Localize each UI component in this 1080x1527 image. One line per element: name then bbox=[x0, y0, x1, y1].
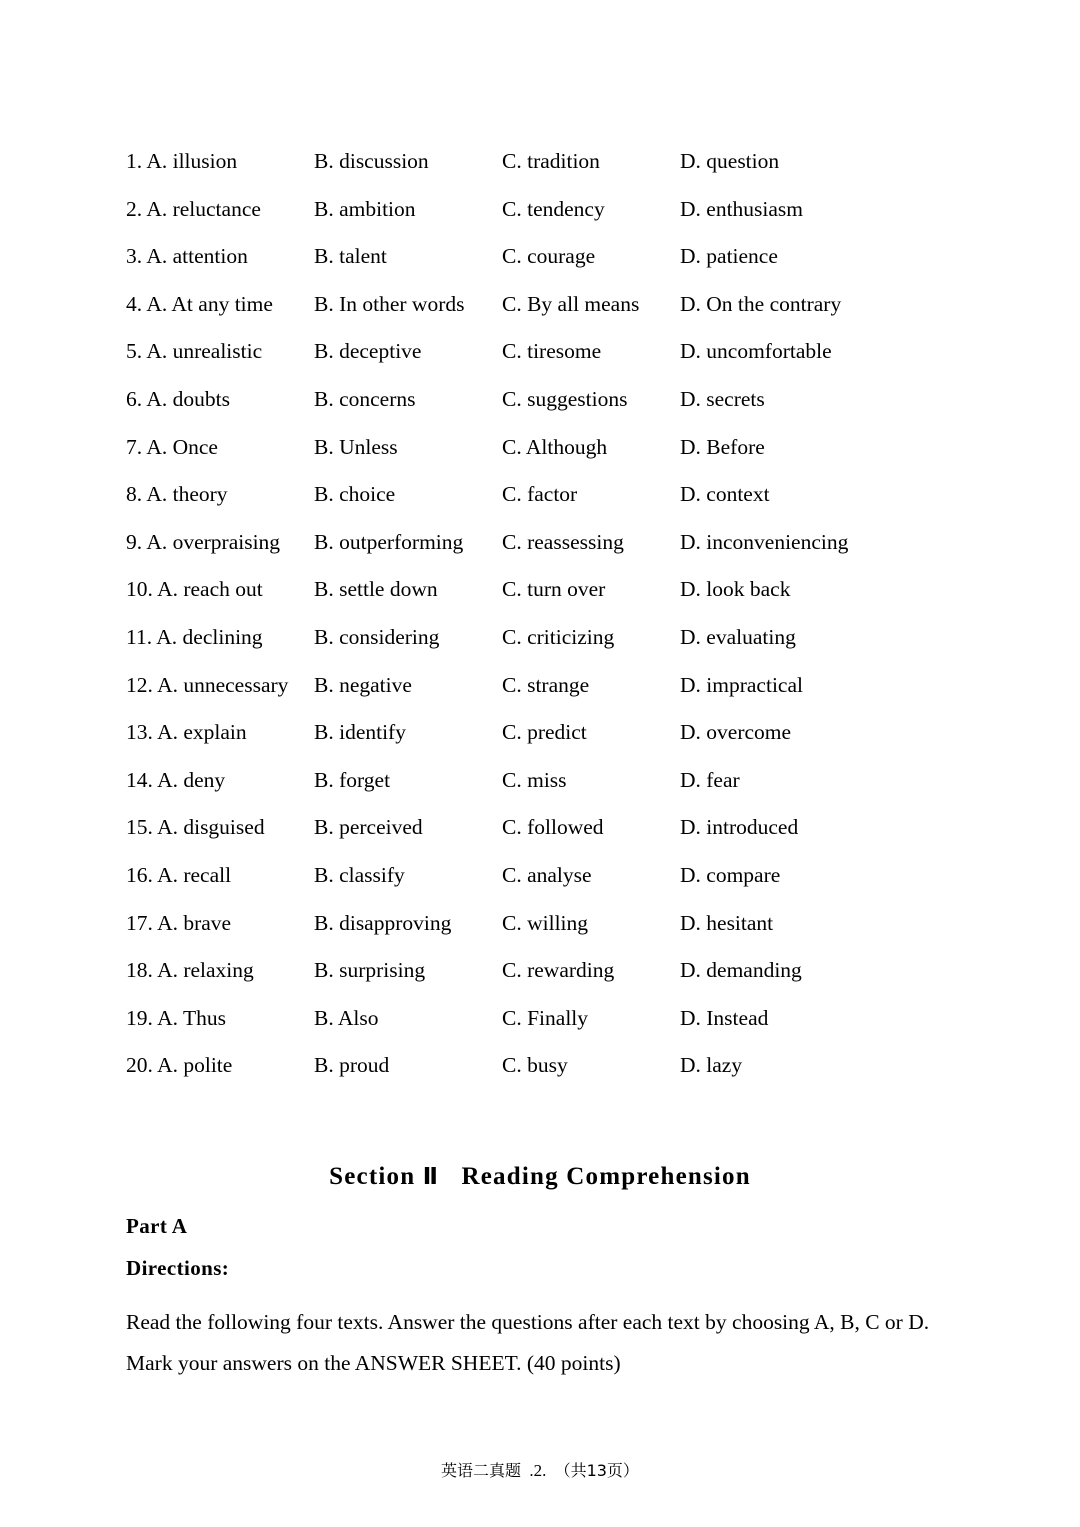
option-c: C. reassessing bbox=[502, 529, 624, 554]
option-c: C. willing bbox=[502, 910, 589, 935]
question-row bbox=[126, 233, 956, 281]
option-d: D. fear bbox=[680, 767, 740, 792]
option-b: B. concerns bbox=[314, 386, 416, 411]
question-row bbox=[126, 804, 956, 852]
question-row bbox=[126, 1042, 956, 1090]
option-b: B. deceptive bbox=[314, 339, 422, 364]
option-a: 11. A. declining bbox=[126, 624, 263, 649]
option-d: D. patience bbox=[680, 244, 778, 269]
option-a: 16. A. recall bbox=[126, 862, 232, 887]
option-d: D. evaluating bbox=[680, 624, 796, 649]
option-d: D. context bbox=[680, 482, 770, 507]
question-row bbox=[126, 995, 956, 1043]
option-b: B. identify bbox=[314, 720, 406, 745]
directions-line-1: Read the following four texts. Answer the questions after each text by choosing A, B, C or D. bbox=[126, 1310, 930, 1334]
option-b: B. negative bbox=[314, 672, 412, 697]
option-a: 13. A. explain bbox=[126, 720, 247, 745]
option-c: C. criticizing bbox=[502, 624, 615, 649]
section-numeral: Ⅱ bbox=[422, 1164, 440, 1190]
question-row bbox=[126, 757, 956, 805]
option-b: B. surprising bbox=[314, 958, 426, 983]
option-d: D. introduced bbox=[680, 815, 799, 840]
option-a: 2. A. reluctance bbox=[126, 196, 261, 221]
question-row bbox=[126, 947, 956, 995]
option-b: B. proud bbox=[314, 1053, 390, 1078]
option-a: 1. A. illusion bbox=[126, 149, 238, 173]
option-d: D. hesitant bbox=[680, 910, 774, 935]
question-row bbox=[126, 662, 956, 710]
option-c: C. tendency bbox=[502, 196, 605, 221]
option-b: B. Unless bbox=[314, 434, 398, 459]
option-d: D. demanding bbox=[680, 958, 802, 983]
question-row bbox=[126, 614, 956, 662]
directions-text bbox=[126, 1302, 986, 1384]
option-b: B. settle down bbox=[314, 577, 438, 602]
option-a: 4. A. At any time bbox=[126, 291, 273, 316]
option-a: 15. A. disguised bbox=[126, 815, 265, 840]
option-b: B. In other words bbox=[314, 291, 465, 316]
option-b: B. disapproving bbox=[314, 910, 452, 935]
option-d: D. overcome bbox=[680, 720, 792, 745]
option-c: C. strange bbox=[502, 672, 590, 697]
option-b: B. classify bbox=[314, 862, 405, 887]
option-a: 17. A. brave bbox=[126, 910, 232, 935]
option-c: C. By all means bbox=[502, 291, 640, 316]
option-c: C. tiresome bbox=[502, 339, 602, 364]
section-heading bbox=[0, 1163, 1080, 1191]
option-d: D. enthusiasm bbox=[680, 196, 804, 221]
question-row bbox=[126, 424, 956, 472]
option-c: C. turn over bbox=[502, 577, 606, 602]
option-c: C. followed bbox=[502, 815, 604, 840]
question-row bbox=[126, 900, 956, 948]
question-row bbox=[126, 138, 956, 186]
option-c: C. Finally bbox=[502, 1005, 589, 1030]
part-label: Part A bbox=[126, 1214, 188, 1238]
section-label-before: Section bbox=[329, 1163, 416, 1190]
question-row bbox=[126, 281, 956, 329]
option-d: D. secrets bbox=[680, 386, 765, 411]
question-row bbox=[126, 376, 956, 424]
option-a: 10. A. reach out bbox=[126, 577, 263, 602]
option-c: C. busy bbox=[502, 1053, 568, 1078]
option-c: C. factor bbox=[502, 482, 578, 507]
option-a: 19. A. Thus bbox=[126, 1005, 226, 1030]
option-d: D. compare bbox=[680, 862, 781, 887]
option-b: B. Also bbox=[314, 1005, 379, 1030]
option-a: 14. A. deny bbox=[126, 767, 226, 792]
option-a: 12. A. unnecessary bbox=[126, 672, 289, 697]
option-d: D. On the contrary bbox=[680, 291, 842, 316]
option-a: 5. A. unrealistic bbox=[126, 339, 263, 364]
directions-line-2: Mark your answers on the ANSWER SHEET. (40 points) bbox=[126, 1351, 621, 1375]
footer-title: 英语二真题 bbox=[441, 1461, 522, 1480]
option-d: D. look back bbox=[680, 577, 791, 602]
option-d: D. question bbox=[680, 149, 780, 173]
question-row bbox=[126, 566, 956, 614]
option-b: B. outperforming bbox=[314, 529, 464, 554]
option-d: D. inconveniencing bbox=[680, 529, 849, 554]
option-b: B. choice bbox=[314, 482, 396, 507]
option-a: 3. A. attention bbox=[126, 244, 248, 269]
option-d: D. Instead bbox=[680, 1005, 769, 1030]
option-c: C. rewarding bbox=[502, 958, 615, 983]
question-row bbox=[126, 852, 956, 900]
option-d: D. Before bbox=[680, 434, 765, 459]
option-a: 7. A. Once bbox=[126, 434, 218, 459]
option-a: 20. A. polite bbox=[126, 1053, 233, 1078]
option-c: C. suggestions bbox=[502, 386, 628, 411]
question-row bbox=[126, 709, 956, 757]
option-c: C. miss bbox=[502, 767, 567, 792]
cloze-options-list bbox=[126, 138, 956, 1090]
option-b: B. ambition bbox=[314, 196, 416, 221]
option-b: B. considering bbox=[314, 624, 440, 649]
page-footer bbox=[0, 1458, 1080, 1481]
option-a: 8. A. theory bbox=[126, 482, 228, 507]
option-b: B. forget bbox=[314, 767, 391, 792]
option-d: D. impractical bbox=[680, 672, 803, 697]
option-a: 9. A. overpraising bbox=[126, 529, 281, 554]
option-d: D. lazy bbox=[680, 1053, 743, 1078]
option-b: B. talent bbox=[314, 244, 387, 269]
directions-label: Directions: bbox=[126, 1256, 230, 1280]
question-row bbox=[126, 519, 956, 567]
option-c: C. analyse bbox=[502, 862, 592, 887]
option-a: 18. A. relaxing bbox=[126, 958, 254, 983]
option-d: D. uncomfortable bbox=[680, 339, 832, 364]
option-b: B. perceived bbox=[314, 815, 423, 840]
section-label-after: Reading Comprehension bbox=[461, 1163, 751, 1190]
footer-page-number: .2. bbox=[529, 1461, 547, 1480]
option-c: C. predict bbox=[502, 720, 587, 745]
option-c: C. courage bbox=[502, 244, 596, 269]
question-row bbox=[126, 471, 956, 519]
option-b: B. discussion bbox=[314, 149, 429, 173]
option-a: 6. A. doubts bbox=[126, 386, 230, 411]
option-c: C. Although bbox=[502, 434, 608, 459]
option-c: C. tradition bbox=[502, 149, 600, 173]
question-row bbox=[126, 328, 956, 376]
footer-total-pages: （共13页） bbox=[554, 1461, 639, 1480]
question-row bbox=[126, 186, 956, 234]
